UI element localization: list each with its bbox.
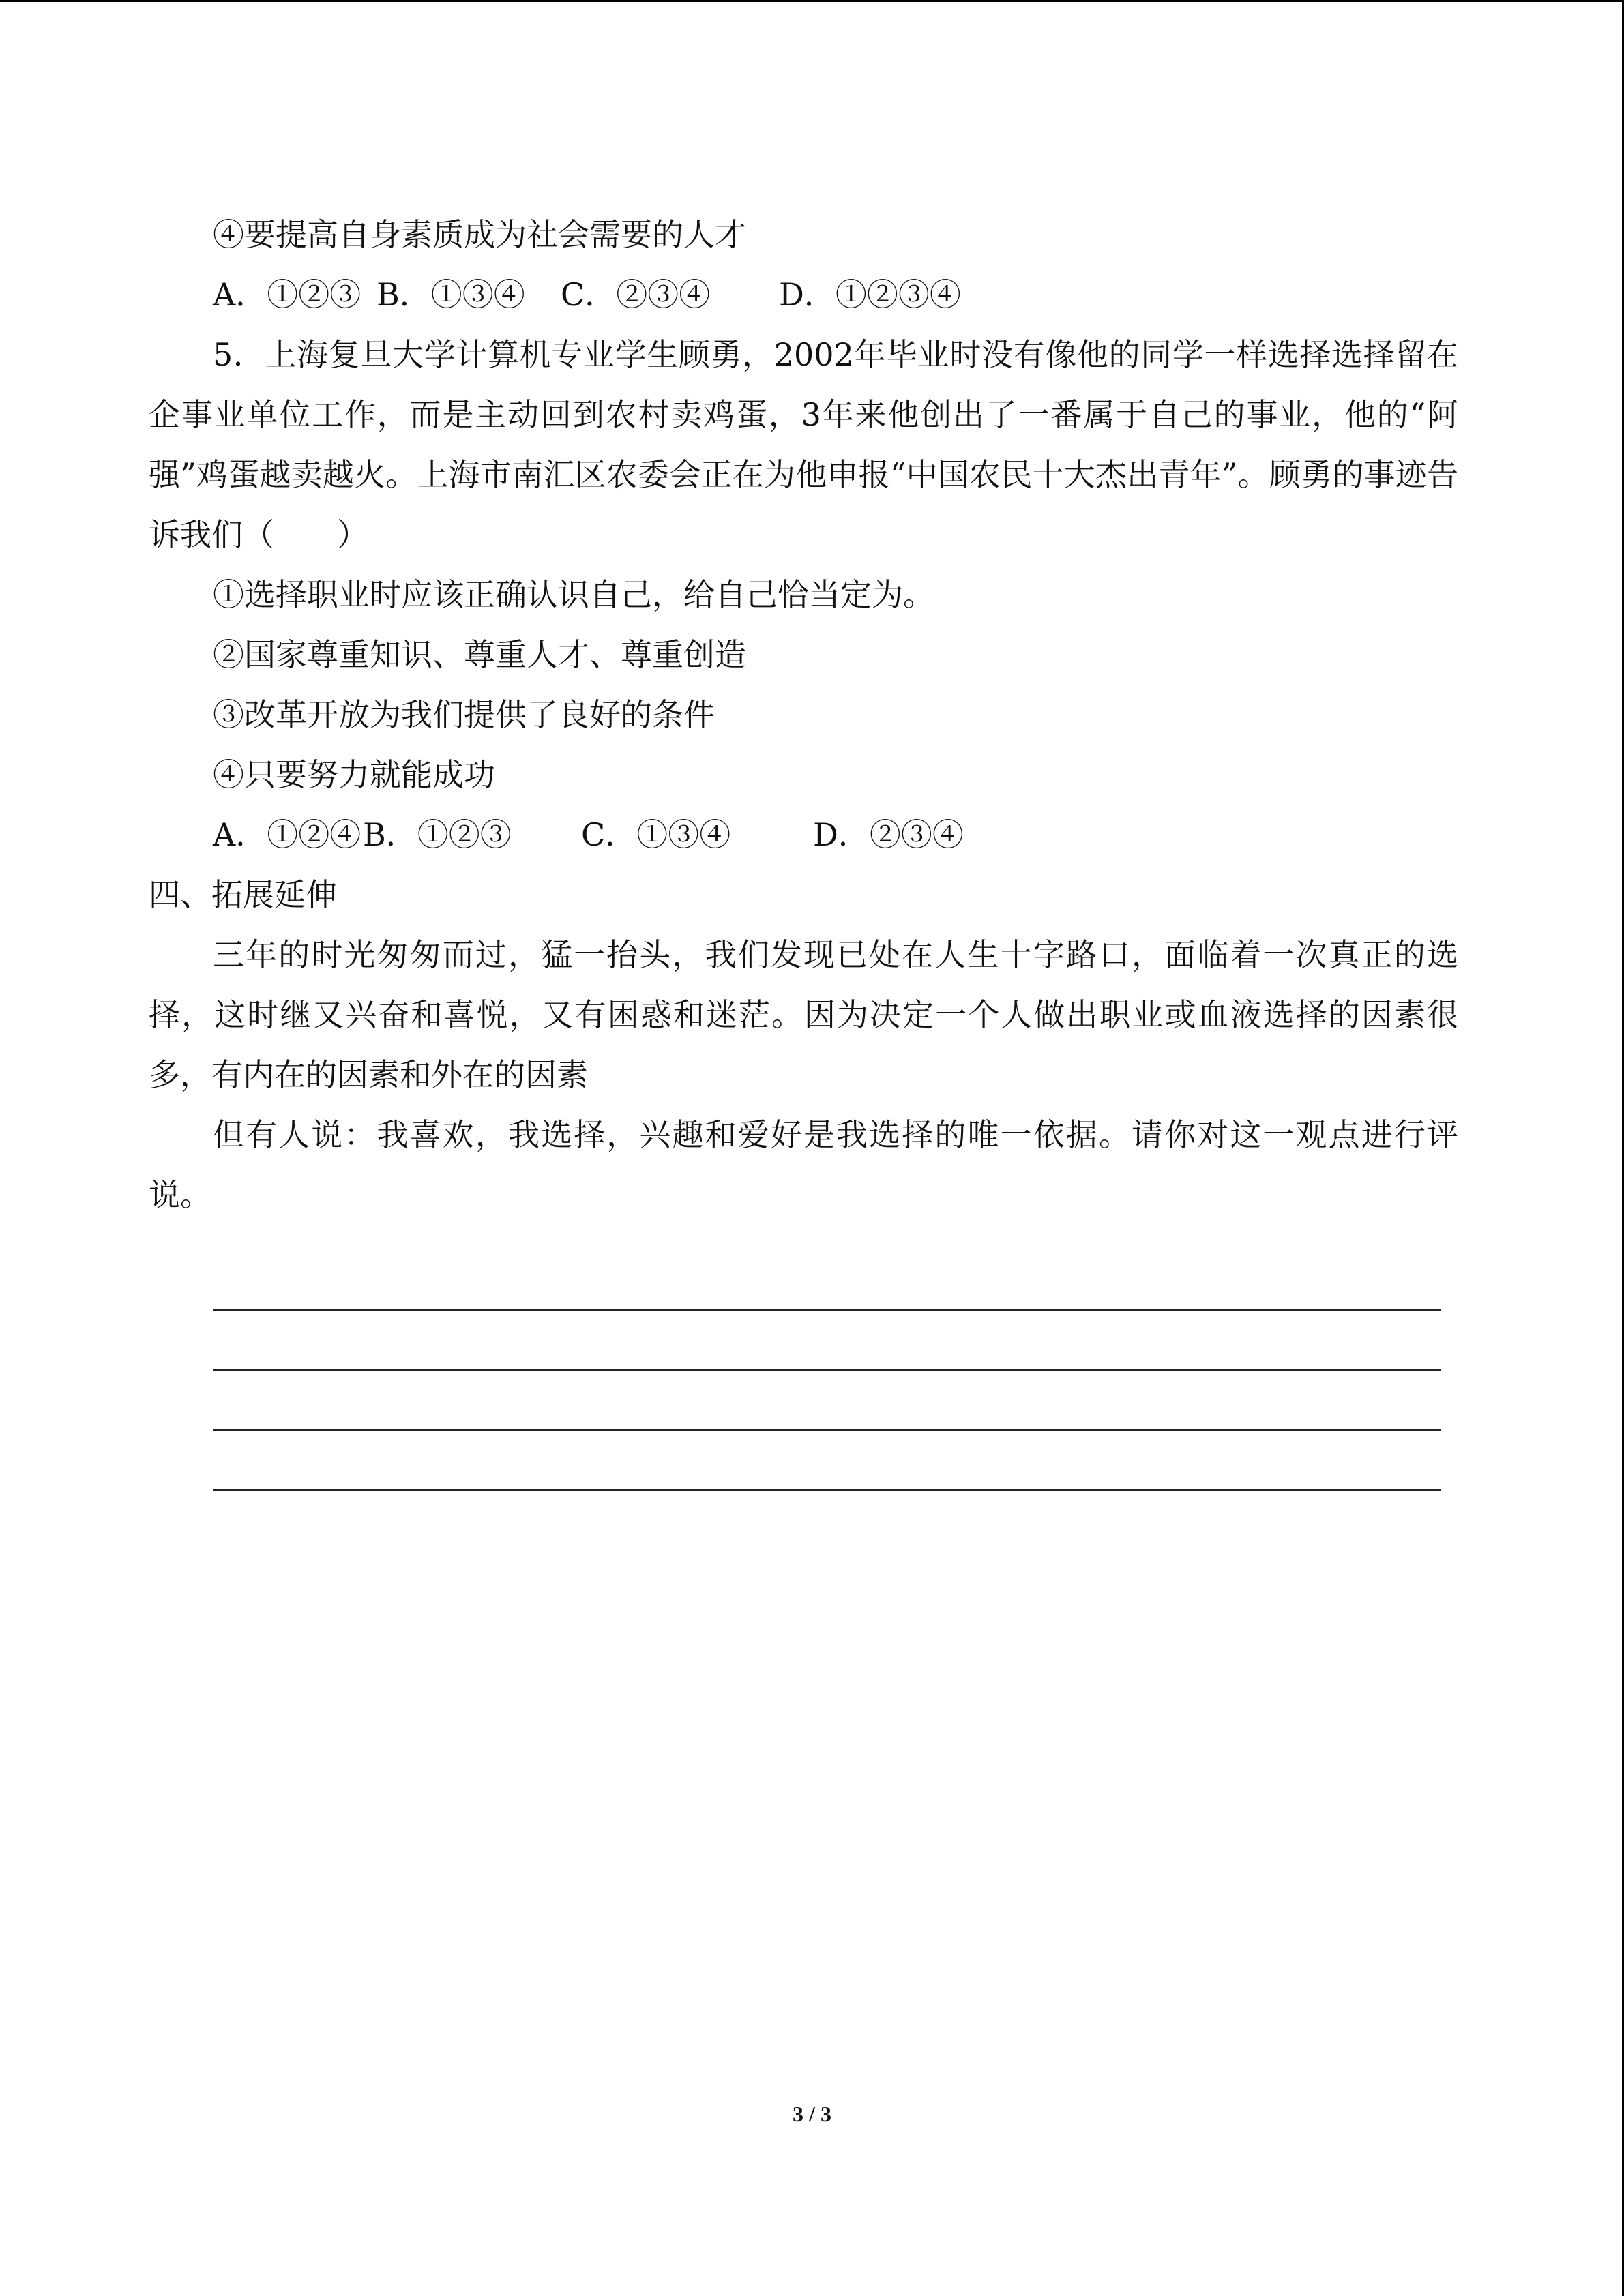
answer-line [213,1251,1441,1311]
page-top-border [0,0,1624,2]
q5-choice-c: C．①③④ [581,816,731,853]
q4-choice-b: B．①③④ [377,276,525,313]
q5-stem: 5．上海复旦大学计算机专业学生顾勇，2002年毕业时没有像他的同学一样选择选择留在企事业单位工作，而是主动回到农村卖鸡蛋，3年来他创出了一番属于自己的事业，他的“阿强”鸡蛋越卖越火。上海市南汇区农委会正在为他申报“中国农民十大杰出青年”。顾勇的事迹告诉我们（ ） [149,336,1458,553]
q5-option-3: ③改革开放为我们提供了良好的条件 [213,696,715,733]
q5-option-1: ①选择职业时应该正确认识自己，给自己恰当定为。 [213,576,934,613]
q5-option-4: ④只要努力就能成功 [213,756,495,793]
q5-choices [149,805,1458,865]
q4-option-4: ④要提高自身素质成为社会需要的人才 [213,216,746,253]
section-4-paragraph-1: 三年的时光匆匆而过，猛一抬头，我们发现已处在人生十字路口，面临着一次真正的选择，这时继又兴奋和喜悦，又有困惑和迷茫。因为决定一个人做出职业或血液选择的因素很多，有内在的因素和外在的因素 [149,936,1458,1093]
q5-choice-b: B．①②③ [363,816,512,853]
q5-option-2: ②国家尊重知识、尊重人才、尊重创造 [213,636,746,673]
q4-choice-a: A．①②③ [213,276,361,313]
q4-choice-d: D．①②③④ [779,276,961,313]
q5-choice-d: D．②③④ [813,816,964,853]
q5-choice-a: A．①②④ [213,816,361,853]
section-4-paragraph-2: 但有人说：我喜欢，我选择，兴趣和爱好是我选择的唯一依据。请你对这一观点进行评说。 [149,1116,1458,1213]
page-number: 3 / 3 [793,2102,831,2126]
answer-line [213,1431,1441,1491]
answer-line [213,1311,1441,1371]
q4-choice-c: C．②③④ [561,276,711,313]
document-body [149,205,1458,1491]
q4-choices [149,265,1458,325]
answer-line [213,1371,1441,1431]
answer-area [149,1251,1458,1491]
section-4-title: 四、拓展延伸 [149,876,337,913]
